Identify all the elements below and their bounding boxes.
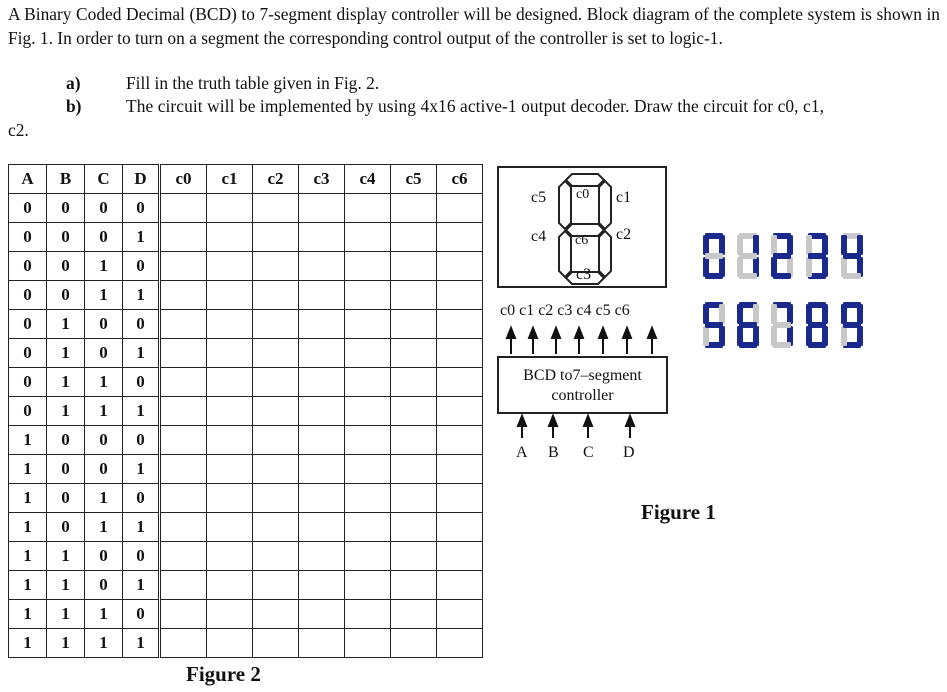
digit-5-segment-e bbox=[703, 326, 709, 346]
input-bit-cell: 0 bbox=[123, 426, 160, 455]
input-bit-cell: 1 bbox=[123, 513, 160, 542]
input-bit-cell: 0 bbox=[47, 194, 85, 223]
digit-7-segment-e bbox=[771, 326, 777, 346]
input-bit-cell: 1 bbox=[47, 542, 85, 571]
header-input-a: A bbox=[9, 165, 47, 194]
digit-2-segment-f bbox=[771, 235, 777, 255]
input-bit-cell: 1 bbox=[9, 426, 47, 455]
digit-6-segment-f bbox=[737, 304, 743, 324]
segment-c4-shape bbox=[559, 231, 571, 277]
input-bit-cell: 1 bbox=[47, 310, 85, 339]
digit-0-segment-g bbox=[705, 253, 723, 259]
input-bit-cell: 1 bbox=[47, 629, 85, 658]
header-output-c5: c5 bbox=[391, 165, 437, 194]
input-bit-cell: 0 bbox=[123, 542, 160, 571]
input-bit-cell: 1 bbox=[85, 397, 123, 426]
segment-label-c3: c3 bbox=[576, 266, 592, 283]
input-bit-cell: 0 bbox=[47, 223, 85, 252]
digit-3-segment-f bbox=[806, 235, 812, 255]
arrow-c2 bbox=[552, 328, 560, 354]
segment-c1-shape bbox=[599, 181, 611, 229]
input-bit-cell: 1 bbox=[9, 571, 47, 600]
input-bit-cell: 0 bbox=[85, 310, 123, 339]
digit-3-segment-e bbox=[806, 257, 812, 277]
digit-9-segment-e bbox=[841, 326, 847, 346]
input-bit-cell: 1 bbox=[85, 281, 123, 310]
digit-8-icon bbox=[806, 302, 828, 348]
input-bit-cell: 0 bbox=[123, 600, 160, 629]
input-bit-cell: 0 bbox=[9, 397, 47, 426]
input-arrows bbox=[518, 416, 634, 438]
arrow-c6 bbox=[648, 328, 656, 354]
segment-label-c5: c5 bbox=[531, 189, 547, 206]
header-input-b: B bbox=[47, 165, 85, 194]
item-b-letter: b) bbox=[66, 96, 82, 116]
input-bit-cell: 0 bbox=[47, 426, 85, 455]
digits-row-0-4 bbox=[703, 233, 863, 279]
input-bit-cell: 1 bbox=[9, 484, 47, 513]
digit-0-segment-e bbox=[703, 257, 709, 277]
digits-row-5-9 bbox=[703, 302, 863, 348]
digit-1-segment-f bbox=[737, 235, 743, 255]
input-bit-cell: 1 bbox=[9, 513, 47, 542]
arrow-c4 bbox=[599, 328, 607, 354]
input-bit-cell: 0 bbox=[47, 513, 85, 542]
input-bit-cell: 1 bbox=[47, 600, 85, 629]
figure-2-caption: Figure 2 bbox=[186, 662, 261, 686]
header-input-d: D bbox=[123, 165, 160, 194]
item-a-text: Fill in the truth table given in Fig. 2. bbox=[126, 73, 380, 93]
input-bit-cell: 1 bbox=[47, 368, 85, 397]
header-output-c1: c1 bbox=[207, 165, 253, 194]
input-bit-cell: 0 bbox=[85, 223, 123, 252]
input-bit-cell: 1 bbox=[85, 484, 123, 513]
digit-6-segment-e bbox=[737, 326, 743, 346]
input-bit-cell: 0 bbox=[123, 484, 160, 513]
digit-7-segment-g bbox=[773, 322, 791, 328]
digit-8-segment-b bbox=[822, 304, 828, 324]
item-b-text: The circuit will be implemented by using 4x16 active-1 output decoder. Draw the circuit for c0, c1, bbox=[126, 96, 825, 116]
digit-5-segment-g bbox=[705, 322, 723, 328]
digit-6-icon bbox=[737, 302, 759, 348]
output-arrows bbox=[507, 328, 656, 354]
input-bit-cell: 1 bbox=[123, 223, 160, 252]
input-bit-cell: 1 bbox=[47, 339, 85, 368]
input-bit-cell: 0 bbox=[47, 484, 85, 513]
input-bit-cell: 1 bbox=[123, 281, 160, 310]
header-output-c4: c4 bbox=[345, 165, 391, 194]
item-a-letter: a) bbox=[66, 73, 81, 93]
digit-1-icon bbox=[737, 233, 759, 279]
segment-c0-shape bbox=[566, 174, 604, 186]
input-bit-cell: 1 bbox=[9, 542, 47, 571]
digit-0-segment-b bbox=[719, 235, 725, 255]
digit-5-icon bbox=[703, 302, 725, 348]
segment-label-c4: c4 bbox=[531, 228, 547, 245]
input-bit-cell: 0 bbox=[85, 426, 123, 455]
digit-5-segment-b bbox=[719, 304, 725, 324]
input-bit-cell: 0 bbox=[9, 194, 47, 223]
digit-6-segment-g bbox=[739, 322, 757, 328]
item-b-continuation: c2. bbox=[8, 120, 29, 140]
segment-c2-shape bbox=[599, 231, 611, 277]
digit-3-icon bbox=[806, 233, 828, 279]
digit-1-segment-b bbox=[753, 235, 759, 255]
segment-label-c6: c6 bbox=[575, 233, 589, 248]
input-bit-cell: 0 bbox=[85, 455, 123, 484]
arrow-b bbox=[549, 416, 557, 438]
digit-4-icon bbox=[841, 233, 863, 279]
input-bit-cell: 1 bbox=[85, 600, 123, 629]
arrow-c1 bbox=[529, 328, 537, 354]
digit-4-segment-b bbox=[857, 235, 863, 255]
segment-label-c1: c1 bbox=[616, 189, 632, 206]
digit-9-segment-g bbox=[843, 322, 861, 328]
figure-1-caption: Figure 1 bbox=[641, 500, 716, 524]
digit-3-segment-b bbox=[822, 235, 828, 255]
input-label-c: C bbox=[583, 444, 594, 461]
digit-2-segment-e bbox=[771, 257, 777, 277]
digit-3-segment-g bbox=[808, 253, 826, 259]
input-bit-cell: 1 bbox=[9, 455, 47, 484]
arrow-c0 bbox=[507, 328, 515, 354]
header-output-c2: c2 bbox=[253, 165, 299, 194]
controller-subtitle: controller bbox=[551, 387, 614, 404]
input-bit-cell: 0 bbox=[85, 194, 123, 223]
segment-label-c2: c2 bbox=[616, 226, 632, 243]
input-bit-cell: 0 bbox=[85, 339, 123, 368]
input-bit-cell: 0 bbox=[123, 310, 160, 339]
controller-title: BCD to7–segment bbox=[523, 367, 642, 384]
input-bit-cell: 1 bbox=[123, 571, 160, 600]
digit-9-segment-b bbox=[857, 304, 863, 324]
segment-label-c0: c0 bbox=[576, 187, 590, 202]
input-bit-cell: 0 bbox=[9, 339, 47, 368]
arrow-c bbox=[584, 416, 592, 438]
input-label-d: D bbox=[623, 444, 635, 461]
controller-output-labels: c0 c1 c2 c3 c4 c5 c6 bbox=[500, 302, 630, 319]
digit-1-segment-g bbox=[739, 253, 757, 259]
input-bit-cell: 0 bbox=[9, 281, 47, 310]
digit-4-segment-e bbox=[841, 257, 847, 277]
digit-7-segment-f bbox=[771, 304, 777, 324]
input-bit-cell: 0 bbox=[9, 223, 47, 252]
input-bit-cell: 0 bbox=[47, 252, 85, 281]
digit-8-segment-e bbox=[806, 326, 812, 346]
digit-8-segment-g bbox=[808, 322, 826, 328]
header-output-c3: c3 bbox=[299, 165, 345, 194]
input-bit-cell: 1 bbox=[85, 513, 123, 542]
input-bit-cell: 0 bbox=[123, 194, 160, 223]
input-bit-cell: 0 bbox=[85, 571, 123, 600]
input-bit-cell: 1 bbox=[85, 629, 123, 658]
input-bit-cell: 1 bbox=[47, 397, 85, 426]
digit-4-segment-f bbox=[841, 235, 847, 255]
input-bit-cell: 1 bbox=[85, 252, 123, 281]
digit-0-segment-f bbox=[703, 235, 709, 255]
arrow-d bbox=[626, 416, 634, 438]
digit-9-icon bbox=[841, 302, 863, 348]
header-input-c: C bbox=[85, 165, 123, 194]
input-bit-cell: 1 bbox=[9, 629, 47, 658]
header-output-c6: c6 bbox=[437, 165, 483, 194]
digit-4-segment-g bbox=[843, 253, 861, 259]
input-bit-cell: 1 bbox=[123, 629, 160, 658]
digit-1-segment-e bbox=[737, 257, 743, 277]
input-bit-cell: 0 bbox=[85, 542, 123, 571]
input-bit-cell: 1 bbox=[123, 455, 160, 484]
input-bit-cell: 0 bbox=[9, 310, 47, 339]
digit-0-icon bbox=[703, 233, 725, 279]
digit-2-segment-g bbox=[773, 253, 791, 259]
input-bit-cell: 1 bbox=[47, 571, 85, 600]
input-label-b: B bbox=[548, 444, 559, 461]
input-label-a: A bbox=[516, 444, 528, 461]
input-bit-cell: 0 bbox=[9, 368, 47, 397]
input-bit-cell: 1 bbox=[123, 339, 160, 368]
bcd-controller-block bbox=[497, 356, 668, 414]
digit-8-segment-f bbox=[806, 304, 812, 324]
input-bit-cell: 1 bbox=[9, 600, 47, 629]
digit-7-icon bbox=[771, 302, 793, 348]
input-bit-cell: 0 bbox=[123, 252, 160, 281]
digit-6-segment-b bbox=[753, 304, 759, 324]
arrow-c3 bbox=[575, 328, 583, 354]
digit-9-segment-f bbox=[841, 304, 847, 324]
input-bit-cell: 0 bbox=[47, 455, 85, 484]
input-bit-cell: 1 bbox=[85, 368, 123, 397]
digit-2-segment-b bbox=[787, 235, 793, 255]
segment-c5-shape bbox=[559, 181, 571, 229]
input-bit-cell: 0 bbox=[47, 281, 85, 310]
header-output-c0: c0 bbox=[160, 165, 207, 194]
input-bit-cell: 0 bbox=[9, 252, 47, 281]
digit-5-segment-f bbox=[703, 304, 709, 324]
arrow-a bbox=[518, 416, 526, 438]
problem-intro: A Binary Coded Decimal (BCD) to 7-segment display controller will be designed. Block diagram of the complete system is shown in Fig. 1. In order to turn on a segment the corresponding control output of the controller is set to logic-1. bbox=[8, 4, 940, 48]
digit-2-icon bbox=[771, 233, 793, 279]
input-bit-cell: 1 bbox=[123, 397, 160, 426]
arrow-c5 bbox=[623, 328, 631, 354]
digit-7-segment-b bbox=[787, 304, 793, 324]
input-bit-cell: 0 bbox=[123, 368, 160, 397]
